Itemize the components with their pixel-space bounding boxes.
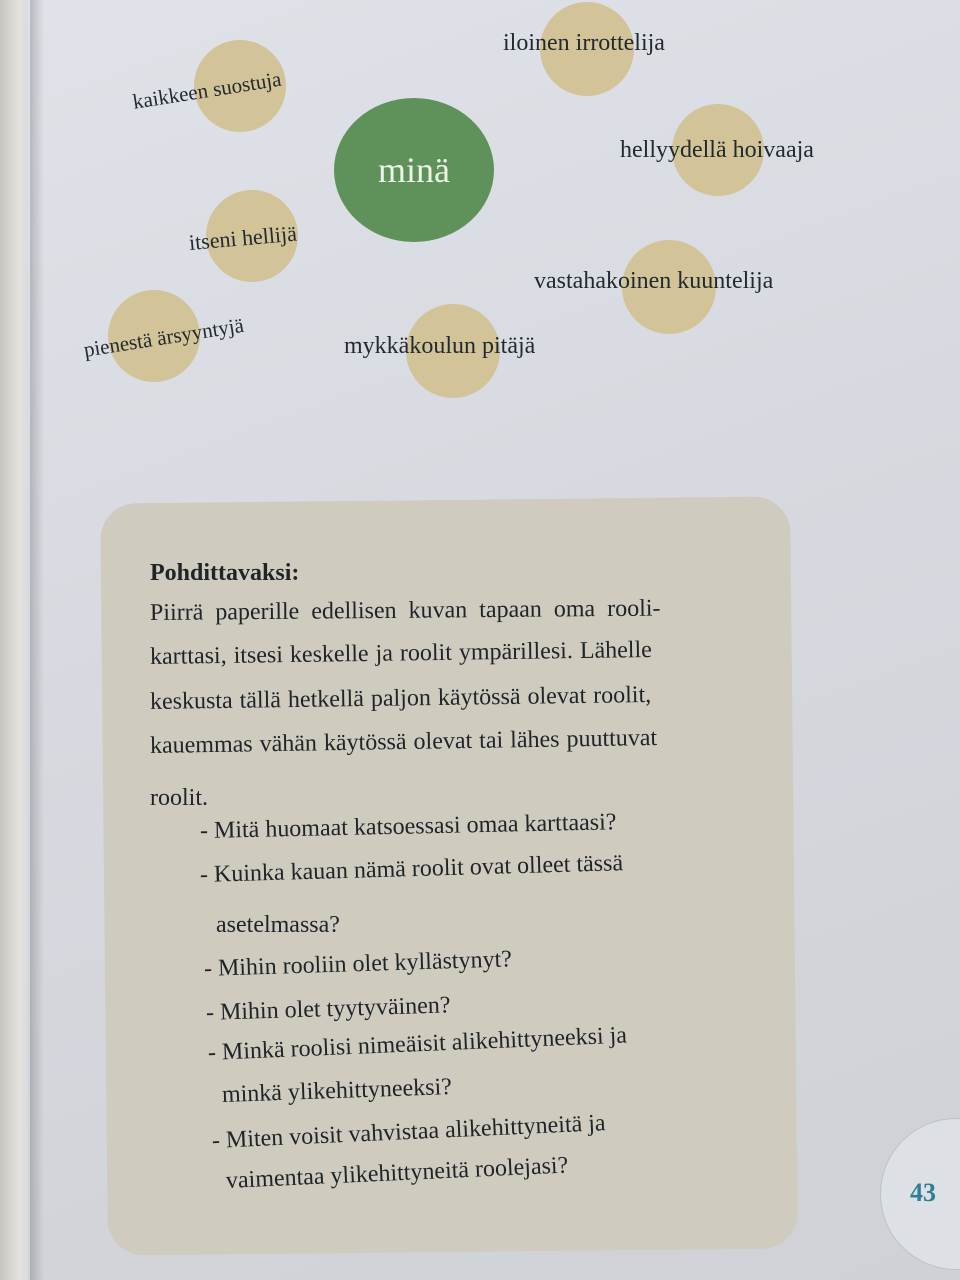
spine-shadow [30, 0, 44, 1280]
role-label: pienestä ärsyyntyjä [82, 312, 246, 362]
question-line: - Mihin rooliin olet kyllästynyt? [203, 946, 513, 982]
question-line: vaimentaa ylikehittyneitä roolejasi? [225, 1152, 569, 1194]
paragraph-line: roolit. [150, 785, 208, 811]
question-line: asetelmassa? [216, 912, 340, 938]
paragraph-line: karttasi, itsesi keskelle ja roolit ympärillesi. Lähelle [149, 636, 652, 670]
role-label: vastahakoinen kuuntelija [534, 268, 774, 294]
role-label: mykkäkoulun pitäjä [344, 333, 536, 359]
question-line: minkä ylikehittyneeksi? [221, 1073, 453, 1108]
page-number: 43 [910, 1178, 936, 1207]
center-label: minä [378, 150, 450, 190]
question-line: - Miten voisit vahvistaa alikehittyneitä ja [211, 1110, 607, 1154]
question-line: - Kuinka kauan nämä roolit ovat olleet tässä [199, 850, 624, 888]
reflection-heading: Pohdittavaksi: [150, 560, 300, 586]
question-line: - Mitä huomaat katsoessasi omaa karttaasi? [199, 809, 617, 844]
role-label: iloinen irrottelija [503, 30, 665, 56]
question-line: - Minkä roolisi nimeäisit alikehittyneeksi ja [207, 1022, 628, 1066]
role-label: kaikkeen suostuja [131, 66, 283, 114]
paragraph-line: Piirrä paperille edellisen kuvan tapaan oma rooli- [149, 595, 661, 626]
center-circle [334, 98, 494, 242]
paragraph-line: kauemmas vähän käytössä olevat tai lähes puuttuvat [149, 725, 658, 759]
role-label: hellyydellä hoivaaja [620, 137, 814, 163]
role-label: itseni hellijä [187, 220, 298, 255]
paragraph-line: keskusta tällä hetkellä paljon käytössä olevat roolit, [149, 682, 652, 715]
question-line: - Mihin olet tyytyväinen? [205, 992, 451, 1026]
